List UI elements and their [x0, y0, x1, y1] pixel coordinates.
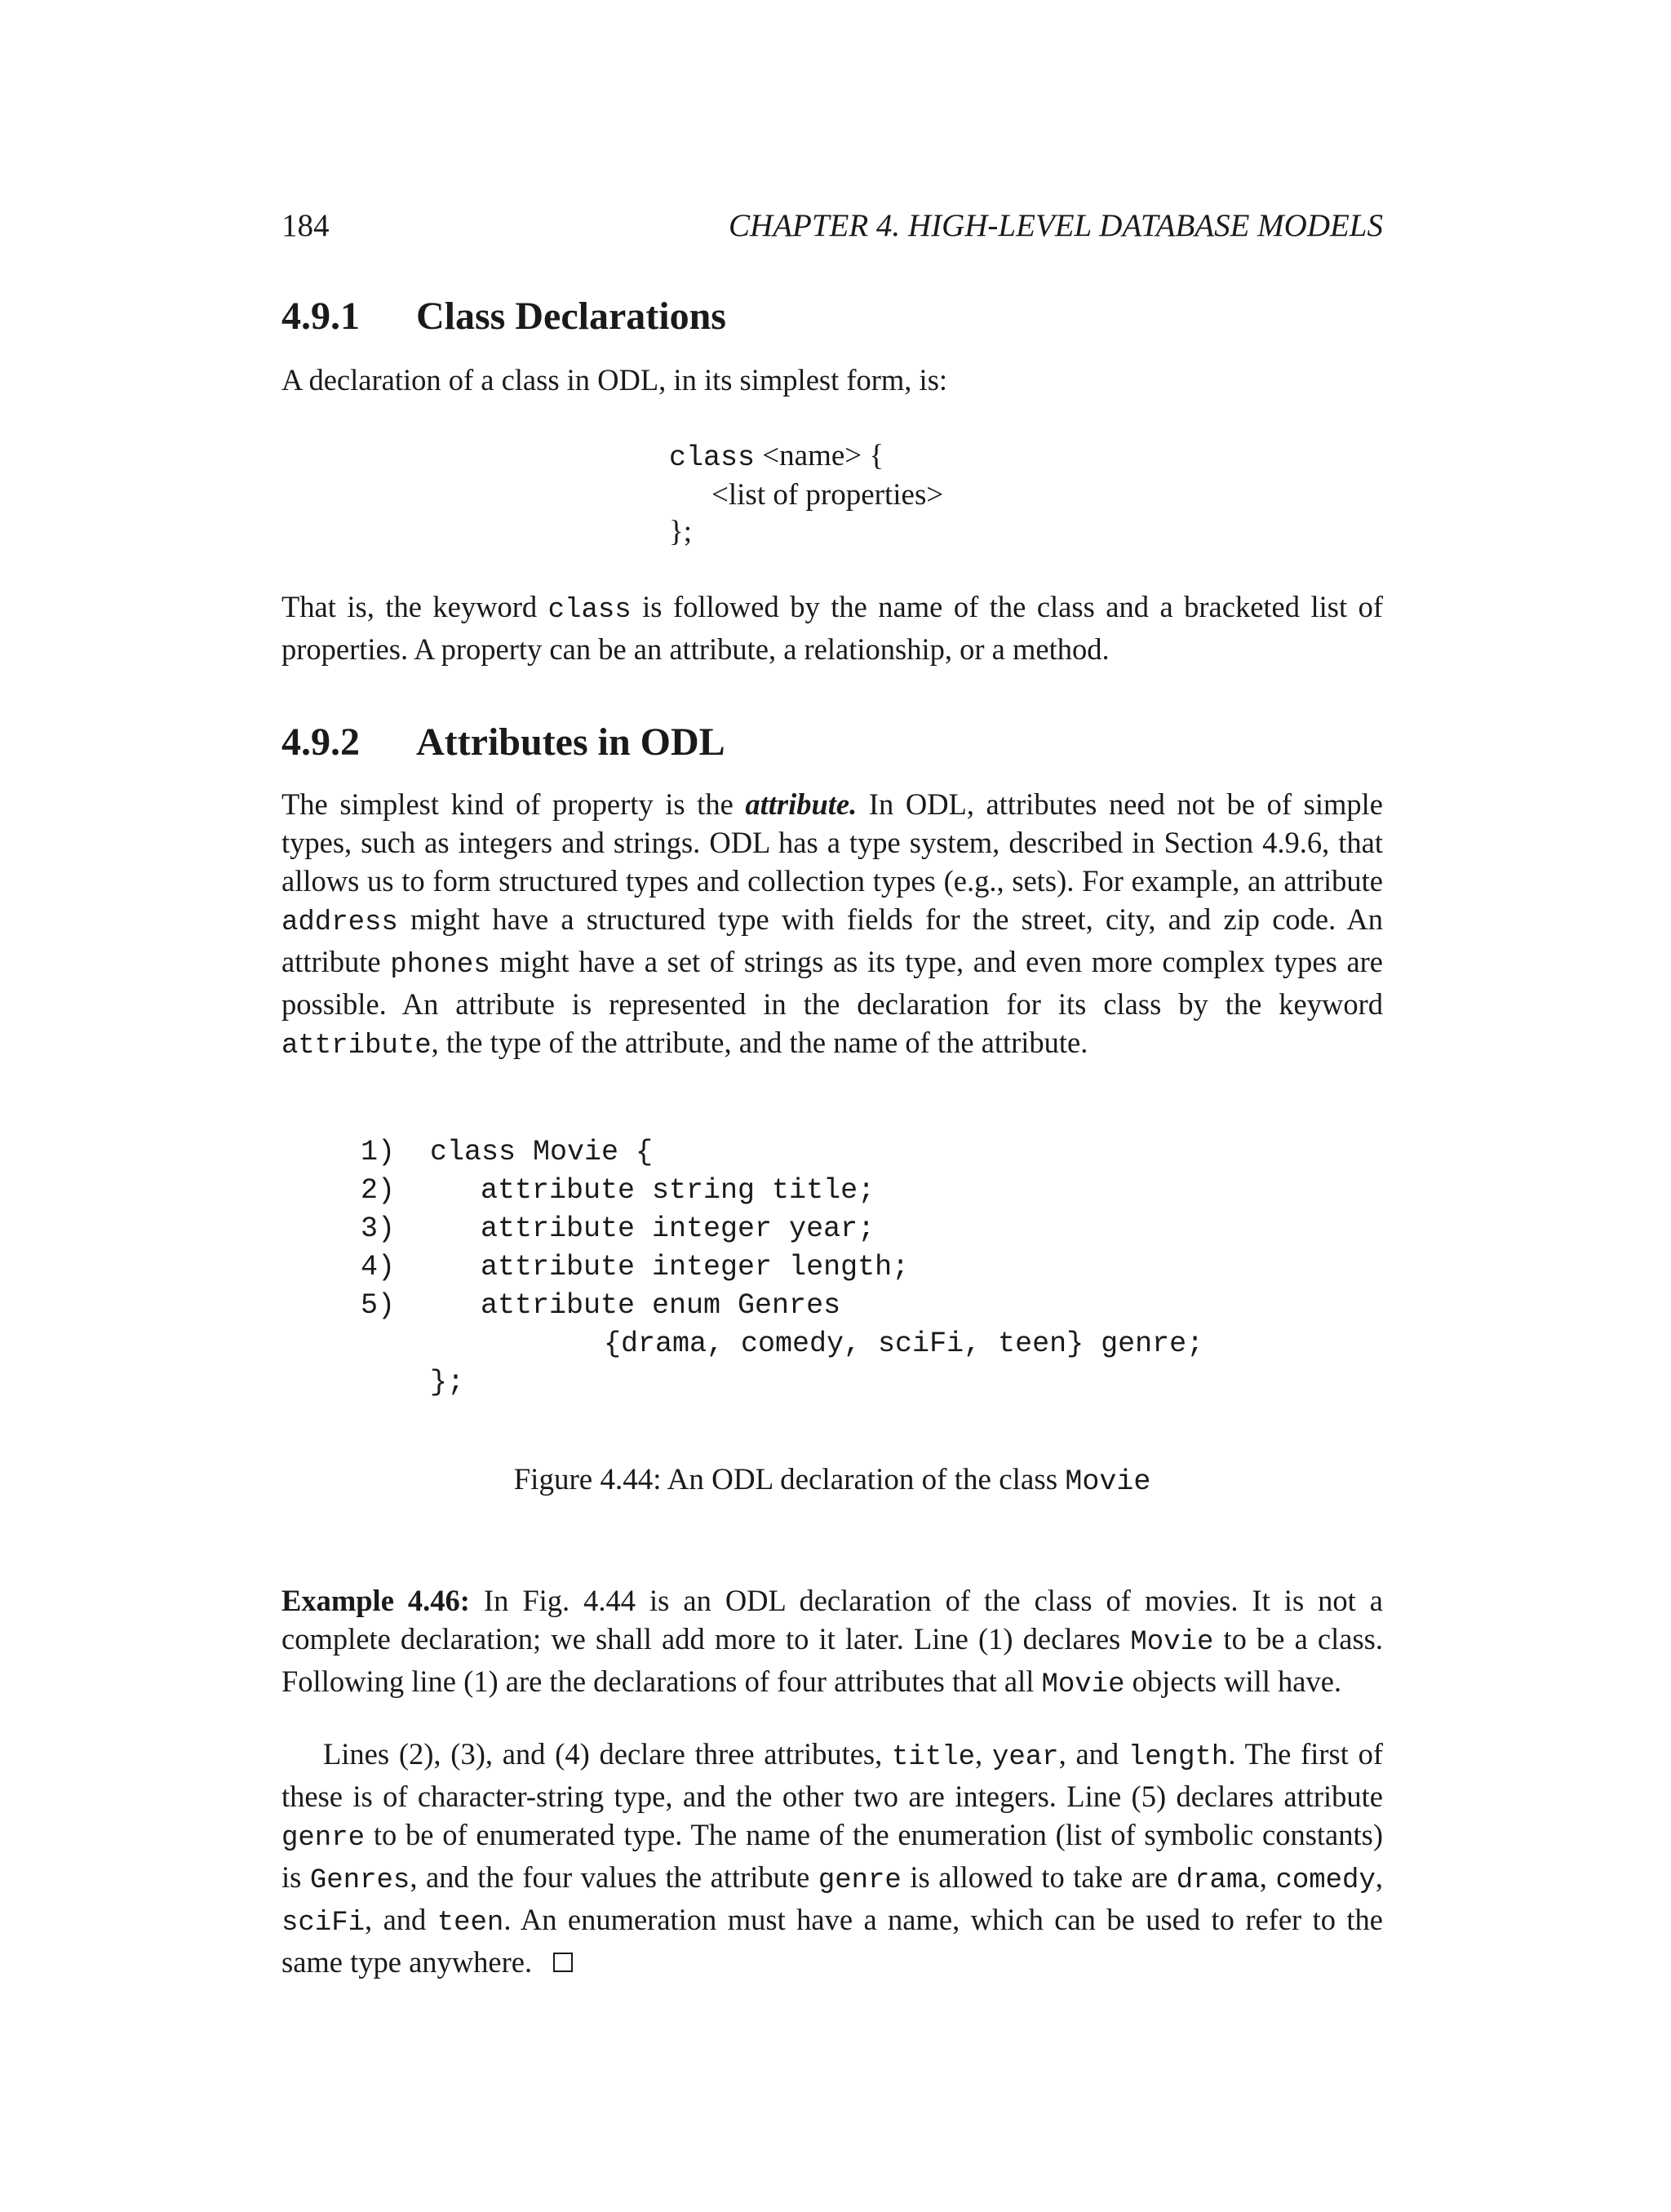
chapter-title: CHAPTER 4. HIGH-LEVEL DATABASE MODELS: [729, 208, 1383, 243]
term-attribute: attribute.: [745, 787, 858, 821]
text: In ODL, attributes need not be of simple types, such as integers and strings. ODL has a type system, described in Section 4.9.6, that allows us to form structured types and collection types (e.g., sets). For example, an attribute: [281, 787, 1383, 898]
keyword-genre: genre: [818, 1865, 902, 1896]
book-page: [281, 0, 1383, 2212]
text: is allowed to take are: [901, 1860, 1177, 1894]
text: to be a class. Following line (1) are the declarations of four attributes that all: [281, 1622, 1384, 1698]
class-template: [669, 437, 943, 550]
text: , and the four values the attribute: [410, 1860, 818, 1894]
section-number: 4.9.2: [281, 720, 360, 764]
keyword-teen: teen: [437, 1908, 504, 1939]
keyword-comedy: comedy: [1275, 1865, 1376, 1896]
text: , and: [365, 1903, 437, 1936]
template-line-1: class <name> {: [669, 439, 884, 474]
text: . An enumeration must have a name, which can be used to refer to the same type anywhere.: [281, 1903, 1384, 1979]
line-number: 4): [361, 1251, 396, 1283]
line-number: 5): [361, 1289, 396, 1322]
keyword-genre: genre: [281, 1823, 366, 1854]
figure-caption: [281, 1462, 1383, 1498]
line-code: };: [430, 1366, 465, 1399]
keyword-year: year: [991, 1742, 1059, 1773]
text: to be of enumerated type. The name of the enumeration (list of symbolic constants) is: [281, 1818, 1383, 1894]
text: might have a structured type with fields for the street, city, and zip code. An attribute: [281, 902, 1383, 978]
line-code: {drama, comedy, sciFi, teen} genre;: [604, 1328, 1204, 1360]
keyword-address: address: [281, 907, 398, 938]
intro-text: A declaration of a class in ODL, in its simplest form, is:: [281, 363, 948, 397]
page-number: 184: [281, 208, 330, 243]
section-title: Attributes in ODL: [416, 720, 725, 764]
keyword-title: title: [892, 1742, 976, 1773]
example-paragraph-1: [281, 1581, 1383, 1704]
text: objects will have.: [1124, 1665, 1342, 1698]
text: ,: [1375, 1860, 1383, 1894]
attributes-paragraph: [281, 785, 1383, 1066]
keyword-drama: drama: [1176, 1865, 1260, 1896]
line-number: 1): [361, 1136, 396, 1168]
text: ,: [975, 1737, 992, 1771]
text: That is, the keyword: [281, 590, 548, 623]
text: The simplest kind of property is the: [281, 787, 746, 821]
template-line-2: <list of properties>: [711, 478, 944, 512]
keyword-phones: phones: [390, 950, 490, 981]
line-code: attribute string title;: [481, 1174, 875, 1207]
line-code: attribute enum Genres: [481, 1289, 841, 1322]
example-label: Example 4.46:: [281, 1584, 470, 1617]
text: ,: [1259, 1860, 1276, 1894]
text: might have a set of strings as its type, and even more complex types are possible. An attribute is represented in the declaration for its class by the keyword: [281, 945, 1384, 1021]
end-of-example-icon: [553, 1953, 573, 1972]
section-heading-class-declarations: [281, 294, 726, 339]
keyword-attribute: attribute: [281, 1031, 432, 1062]
keyword-genres: Genres: [309, 1865, 410, 1896]
caption-code: Movie: [1065, 1465, 1151, 1498]
text: , and: [1058, 1737, 1128, 1771]
example-paragraph-2: [281, 1735, 1383, 1981]
line-number: 3): [361, 1212, 396, 1245]
keyword-length: length: [1128, 1742, 1229, 1773]
class-declaration-intro: [281, 361, 1383, 399]
text: Lines (2), (3), and (4) declare three attributes,: [323, 1737, 893, 1771]
keyword-scifi: sciFi: [281, 1908, 366, 1939]
keyword-movie: Movie: [1130, 1627, 1214, 1658]
keyword-class: class: [547, 595, 632, 626]
caption-text: Figure 4.44: An ODL declaration of the class: [513, 1463, 1066, 1496]
line-number: 2): [361, 1174, 396, 1207]
text: is followed by the name of the class and a bracketed list of properties. A property can be an attribute, a relationship, or a method.: [281, 590, 1384, 666]
template-name-placeholder: <name> {: [762, 439, 884, 472]
running-head: [281, 207, 1383, 248]
line-code: attribute integer year;: [481, 1212, 875, 1245]
section-title: Class Declarations: [416, 295, 726, 338]
text: , the type of the attribute, and the name of the attribute.: [431, 1026, 1088, 1059]
keyword-movie: Movie: [1041, 1669, 1125, 1700]
section-number: 4.9.1: [281, 295, 360, 338]
text: In Fig. 4.44 is an ODL declaration of the class of movies. It is not a complete declaration; we shall add more to it later. Line (1) declares: [281, 1584, 1383, 1656]
line-code: attribute integer length;: [481, 1251, 910, 1283]
section-heading-attributes: [281, 720, 725, 765]
line-code: class Movie {: [430, 1136, 654, 1168]
template-line-3: };: [669, 515, 693, 548]
text: . The first of these is of character-string type, and the other two are integers. Line (5) declares attribute: [281, 1737, 1384, 1813]
class-keyword-paragraph: [281, 587, 1383, 668]
